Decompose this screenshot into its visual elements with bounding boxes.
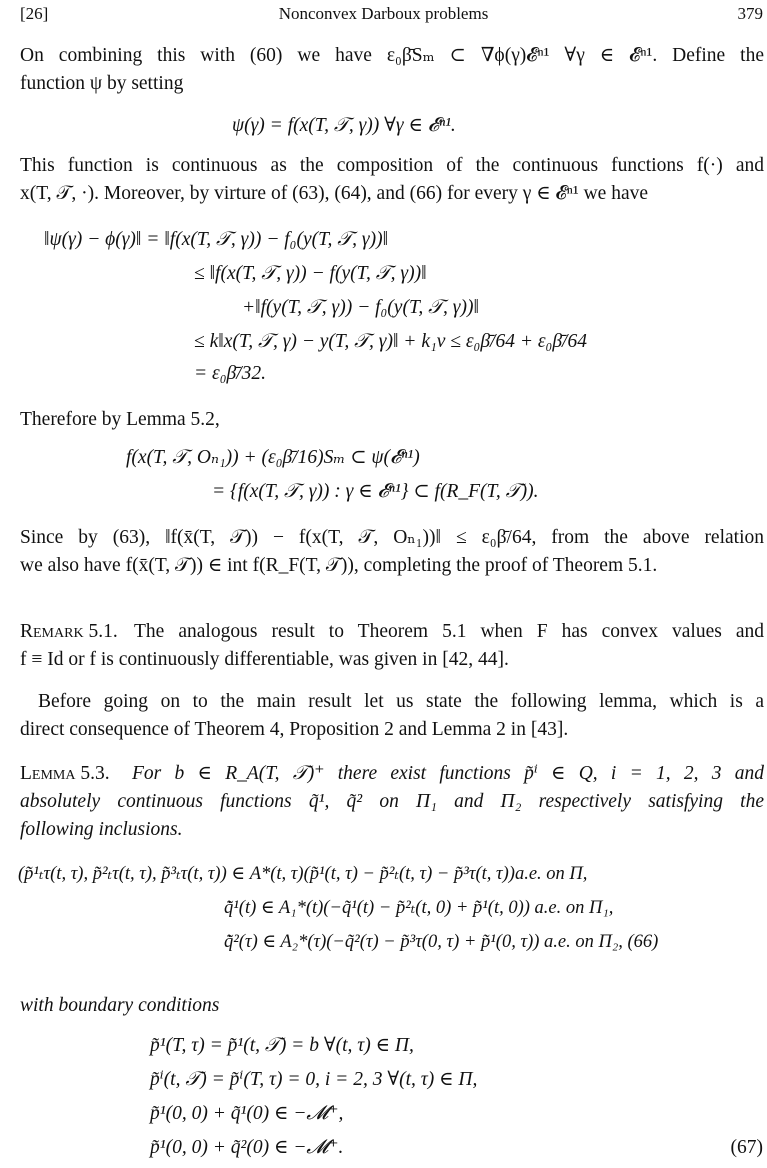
paragraph-line: we also have f(x̄(T, 𝒯)) ∈ int f(R_F(T, 𝒯)), completing the proof of Theorem 5.1. — [20, 555, 658, 576]
paragraph-line: direct consequence of Theorem 4, Proposition 2 and Lemma 2 in [43]. — [20, 719, 569, 740]
equation-lemma-line: f(x(T, 𝒯, Oₙ₁)) + (ε₀β̄/16)Sₘ ⊂ ψ(𝓔ⁿ¹) — [126, 447, 420, 468]
paragraph-line: x(T, 𝒯, ·). Moreover, by virture of (63), (64), and (66) for every γ ∈ 𝓔ⁿ¹ we have — [20, 183, 649, 204]
equation-67-line: p̃¹(T, τ) = p̃¹(t, 𝒯) = b ∀(t, τ) ∈ Π, — [150, 1035, 414, 1056]
paragraph-line: Therefore by Lemma 5.2, — [20, 409, 220, 430]
equation-67-line: p̃¹(0, 0) + q̃¹(0) ∈ −𝓜⁺, — [150, 1103, 344, 1124]
paragraph-line: Since by (63), ‖f(x̄(T, 𝒯)) − f(x(T, 𝒯, Oₙ₁))‖ ≤ ε₀β̄/64, from the above relation — [20, 527, 764, 548]
paragraph-line: Before going on to the main result let us state the following lemma, which is a — [38, 691, 764, 712]
header-section-ref: [26] — [20, 4, 49, 23]
paragraph-line: following inclusions. — [20, 819, 183, 840]
paragraph-line: On combining this with (60) we have ε₀β̄Sₘ ⊂ ∇ϕ(γ)𝓔ⁿ¹ ∀γ ∈ 𝓔ⁿ¹. Define the — [20, 45, 764, 66]
equation-67-line: p̃¹(0, 0) + q̃²(0) ∈ −𝓜⁺. — [150, 1137, 344, 1158]
equation-chain-line: +‖f(y(T, 𝒯, γ)) − f₀(y(T, 𝒯, γ))‖ — [242, 297, 479, 318]
equation-chain-line: ≤ k‖x(T, 𝒯, γ) − y(T, 𝒯, γ)‖ + k₁ν ≤ ε₀β̄/64 + ε₀β̄/64 — [194, 331, 587, 352]
equation-66-line: (p̃¹ₜτ(t, τ), p̃²ₜτ(t, τ), p̃³ₜτ(t, τ)) ∈ A*(t, τ)(p̃¹(t, τ) − p̃²ₜ(t, τ) − p̃³τ(t, τ))a.e. on Π, — [18, 864, 588, 884]
lemma-label — [20, 762, 110, 786]
paragraph-line: function ψ by setting — [20, 73, 184, 94]
equation-67-line: p̃ⁱ(t, 𝒯) = p̃ⁱ(T, τ) = 0, i = 2, 3 ∀(t, τ) ∈ Π, — [150, 1069, 478, 1090]
remark-label-text: Remark 5.1. — [20, 621, 118, 642]
paragraph-line: For b ∈ R_A(T, 𝒯)⁺ there exist functions p̃ⁱ ∈ Q, i = 1, 2, 3 and — [132, 763, 764, 784]
remark-label — [20, 620, 118, 644]
paragraph-line: with boundary conditions — [20, 995, 220, 1016]
equation-chain-line: ≤ ‖f(x(T, 𝒯, γ)) − f(y(T, 𝒯, γ))‖ — [194, 263, 427, 284]
equation-psi: ψ(γ) = f(x(T, 𝒯, γ)) ∀γ ∈ 𝓔ⁿ¹. — [232, 115, 456, 136]
equation-chain-line: ‖ψ(γ) − ϕ(γ)‖ = ‖f(x(T, 𝒯, γ)) − f₀(y(T, 𝒯, γ))‖ — [44, 229, 389, 250]
paragraph-line: This function is continuous as the composition of the continuous functions f(·) and — [20, 155, 764, 176]
lemma-label-text: Lemma 5.3. — [20, 763, 110, 784]
paragraph-line: The analogous result to Theorem 5.1 when F has convex values and — [134, 621, 764, 642]
header-page-number: 379 — [737, 4, 763, 23]
equation-lemma-line: = {f(x(T, 𝒯, γ)) : γ ∈ 𝓔ⁿ¹} ⊂ f(R_F(T, 𝒯)). — [212, 481, 539, 502]
header-running-title: Nonconvex Darboux problems — [278, 4, 489, 23]
paragraph-line: f ≡ Id or f is continuously differentiable, was given in [42, 44]. — [20, 649, 509, 670]
paragraph-line: absolutely continuous functions q̃¹, q̃² on Π₁ and Π₂ respectively satisfying the — [20, 791, 764, 812]
equation-66-line: q̃̇¹(t) ∈ A₁*(t)(−q̃¹(t) − p̃²ₜ(t, 0) + p̃¹(t, 0)) a.e. on Π₁, — [224, 898, 614, 918]
equation-number-67: (67) — [730, 1137, 763, 1158]
equation-66-line: q̃̇²(τ) ∈ A₂*(τ)(−q̃²(τ) − p̃³τ(0, τ) + p̃¹(0, τ)) a.e. on Π₂, (66) — [224, 932, 659, 952]
equation-chain-line: = ε₀β̄/32. — [194, 363, 267, 384]
